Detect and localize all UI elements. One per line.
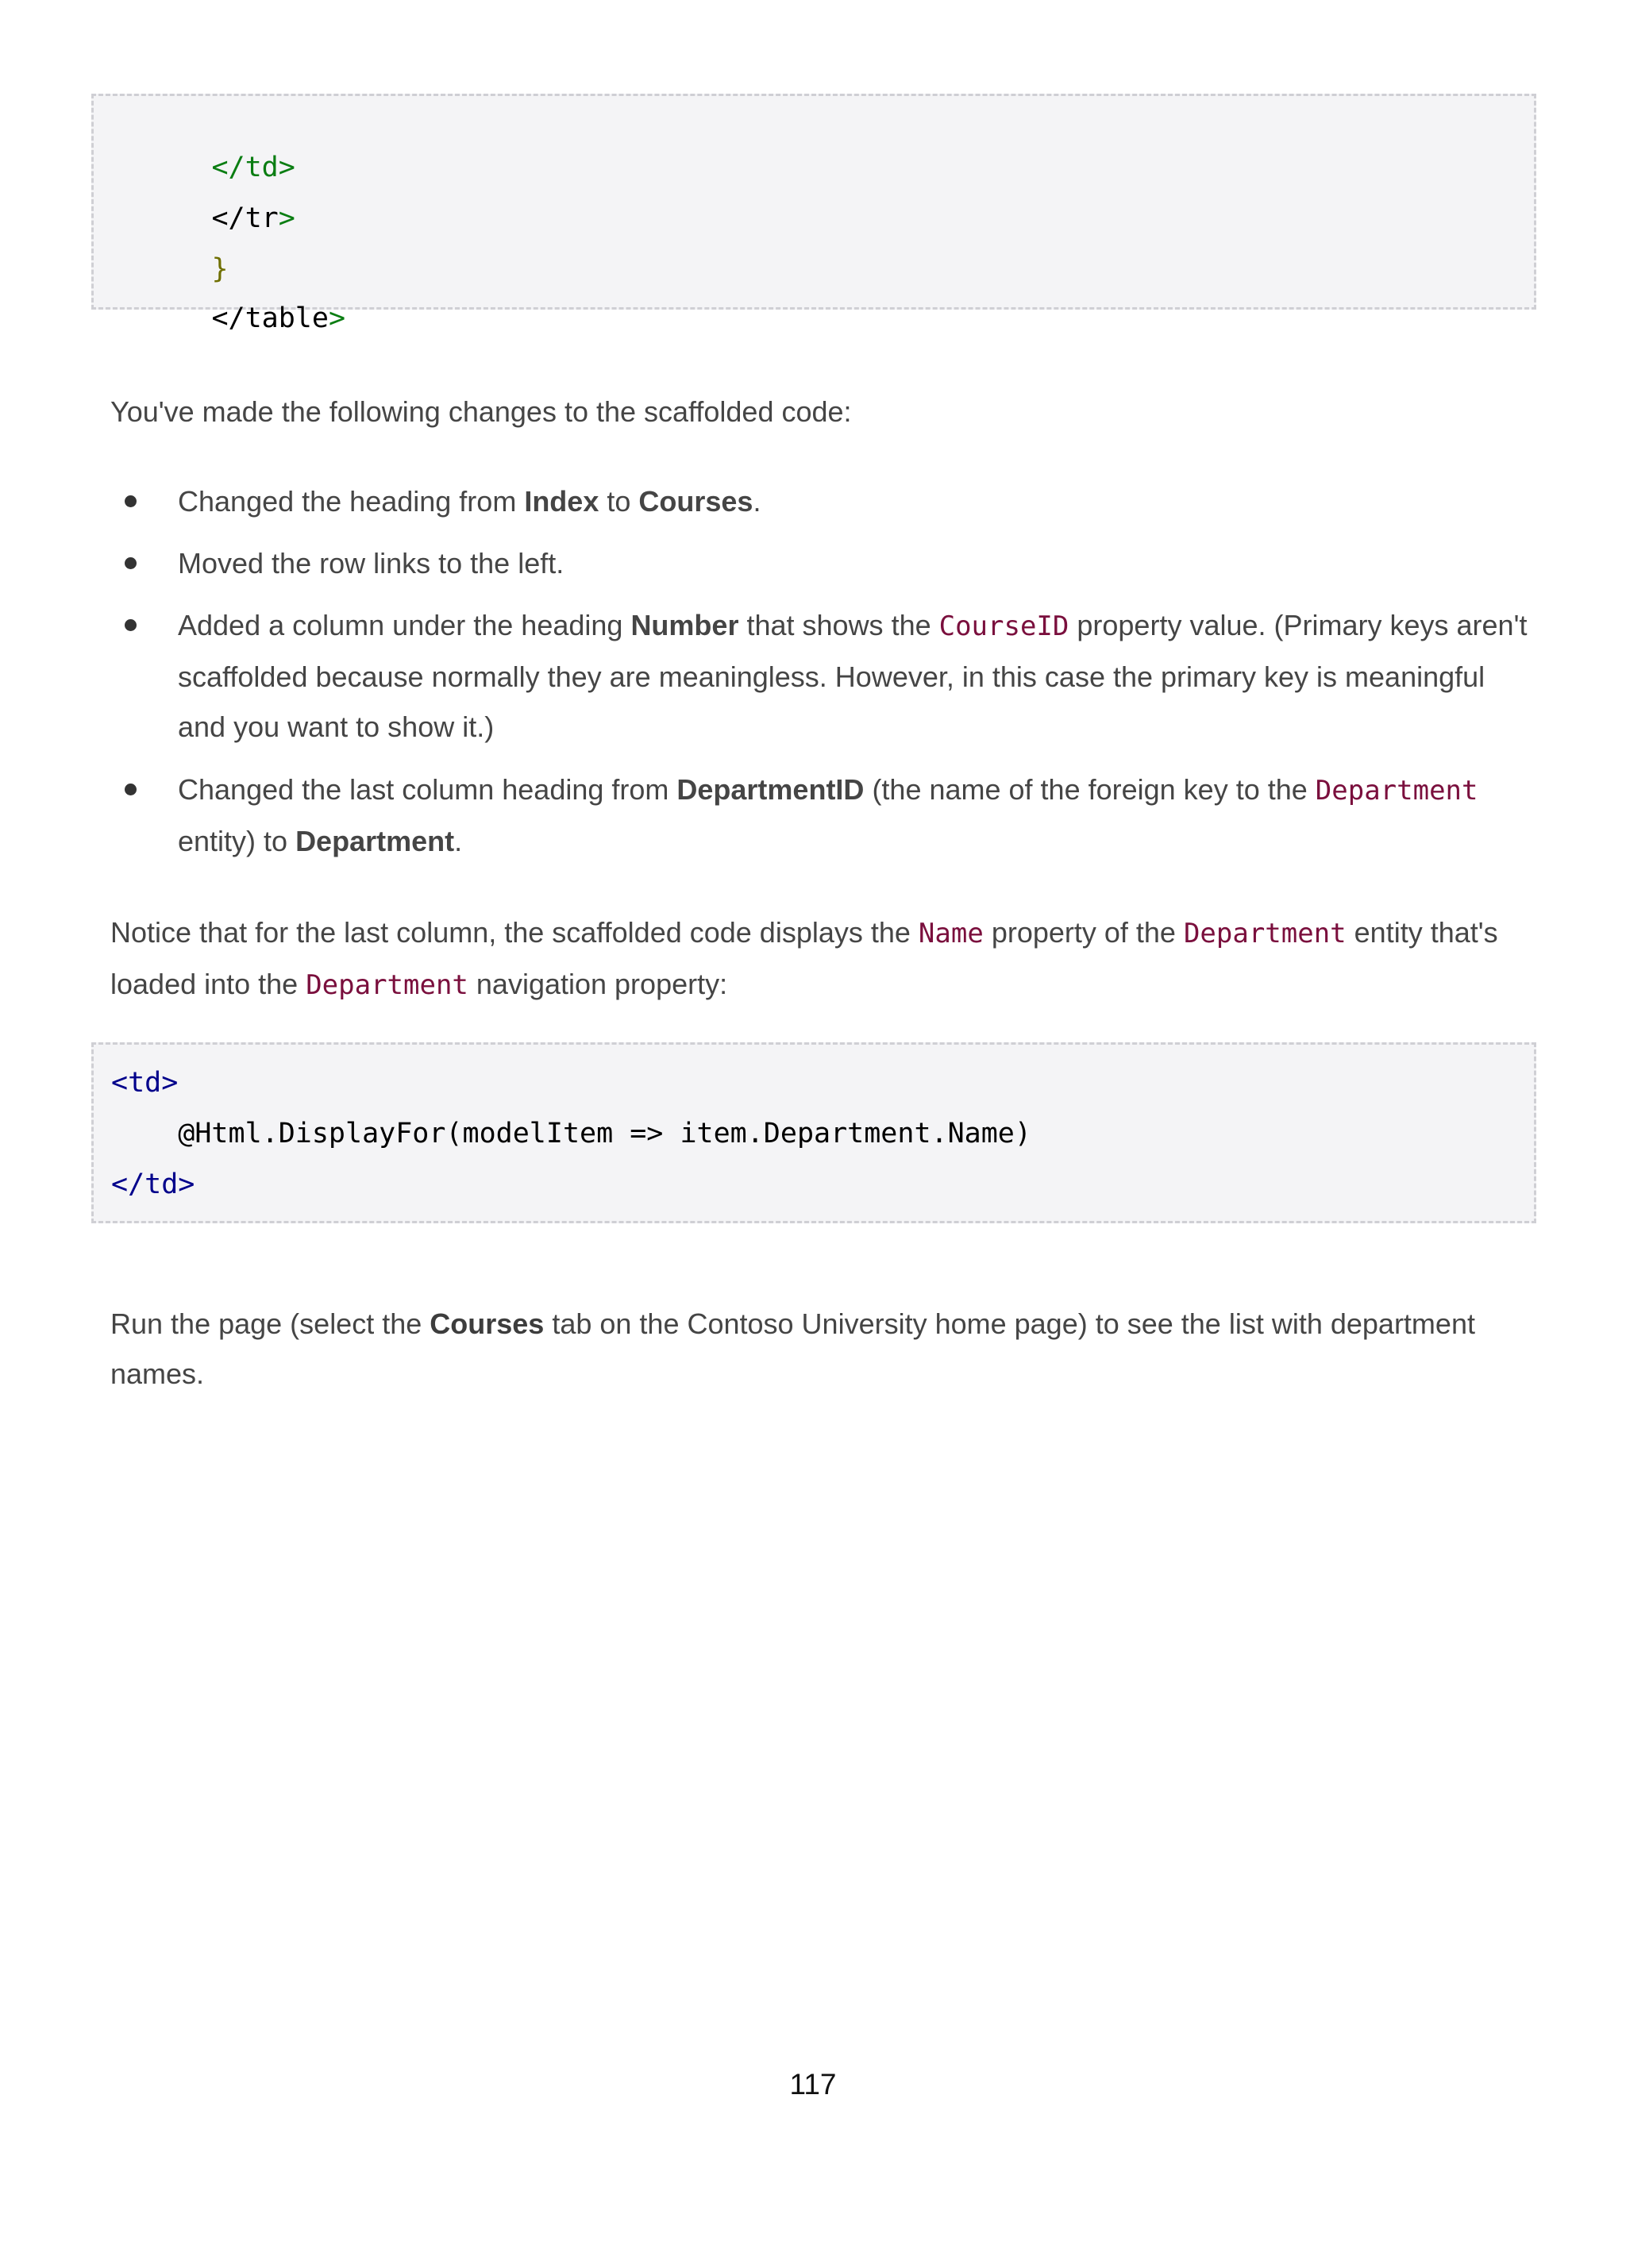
code-line bbox=[111, 212, 229, 285]
text-run: Changed the last column heading from bbox=[178, 773, 677, 806]
code-token: > bbox=[328, 302, 346, 334]
text-run: navigation property: bbox=[468, 968, 728, 1000]
text-run: property of the bbox=[983, 916, 1184, 949]
bullet-icon bbox=[125, 619, 137, 631]
code-block-bottom bbox=[91, 1042, 1536, 1223]
text-run: (the name of the foreign key to the bbox=[864, 773, 1316, 806]
code-token: table bbox=[245, 302, 329, 334]
code-token: > bbox=[278, 202, 295, 234]
text-run: Changed the heading from bbox=[178, 485, 525, 518]
code-token: </ bbox=[211, 152, 245, 183]
bold-term: DepartmentID bbox=[676, 773, 865, 806]
bold-term: Courses bbox=[638, 485, 753, 518]
text-run: Run the page (select the bbox=[110, 1307, 430, 1340]
text-run: property value. (Primary keys aren't scaffolded because normally they are meaningless. However, in this case the primary key is meaningful and you want to show it.) bbox=[178, 609, 1528, 743]
text-run: that shows the bbox=[738, 609, 939, 641]
text-run: . bbox=[753, 485, 761, 518]
list-item-text bbox=[178, 538, 1535, 588]
text-run: to bbox=[599, 485, 639, 518]
page-number: 117 bbox=[789, 2068, 837, 2100]
code-token: td bbox=[245, 152, 279, 183]
code-line bbox=[111, 161, 295, 234]
code-token: } bbox=[211, 253, 229, 285]
text-run: Added a column under the heading bbox=[178, 609, 631, 641]
run-paragraph bbox=[110, 1299, 1532, 1399]
text-run: entity that's loaded into the bbox=[110, 916, 1498, 1000]
bullet-icon bbox=[125, 495, 137, 507]
bold-term: Index bbox=[524, 485, 599, 518]
code-line bbox=[111, 110, 295, 183]
text-run: . bbox=[454, 825, 463, 857]
list-item-text bbox=[178, 476, 1535, 526]
code-block-top bbox=[91, 94, 1536, 334]
text-run: Notice that for the last column, the scaffolded code displays the bbox=[110, 916, 919, 949]
bold-term: Department bbox=[295, 825, 455, 857]
text-run: tab on the Contoso University home page) to see the list with department names. bbox=[110, 1307, 1475, 1390]
code-token: > bbox=[278, 152, 295, 183]
inline-code: Department bbox=[1315, 775, 1478, 807]
list-item-text bbox=[178, 600, 1535, 752]
intro-paragraph bbox=[110, 387, 1532, 437]
list-item-text bbox=[178, 764, 1535, 866]
notice-paragraph bbox=[110, 907, 1532, 1011]
code-line: @Html.DisplayFor(modelItem => item.Department.Name) bbox=[111, 1118, 1031, 1149]
inline-code: CourseID bbox=[938, 610, 1069, 642]
code-token: </ bbox=[211, 302, 245, 334]
inline-code: Name bbox=[918, 918, 984, 949]
code-line: <td> bbox=[111, 1067, 179, 1099]
code-line bbox=[111, 261, 346, 334]
text-run: Moved the row links to the left. bbox=[178, 547, 564, 580]
text-run: entity) to bbox=[178, 825, 296, 857]
code-token: tr bbox=[245, 202, 279, 234]
bullet-icon bbox=[125, 557, 137, 569]
inline-code: Department bbox=[306, 969, 468, 1001]
bold-term: Courses bbox=[430, 1307, 545, 1340]
inline-code: Department bbox=[1183, 918, 1347, 949]
bold-term: Number bbox=[630, 609, 739, 641]
intro-text: You've made the following changes to the scaffolded code: bbox=[110, 395, 852, 428]
bullet-icon bbox=[125, 784, 137, 795]
code-line: </td> bbox=[111, 1169, 195, 1200]
code-token: </ bbox=[211, 202, 245, 234]
